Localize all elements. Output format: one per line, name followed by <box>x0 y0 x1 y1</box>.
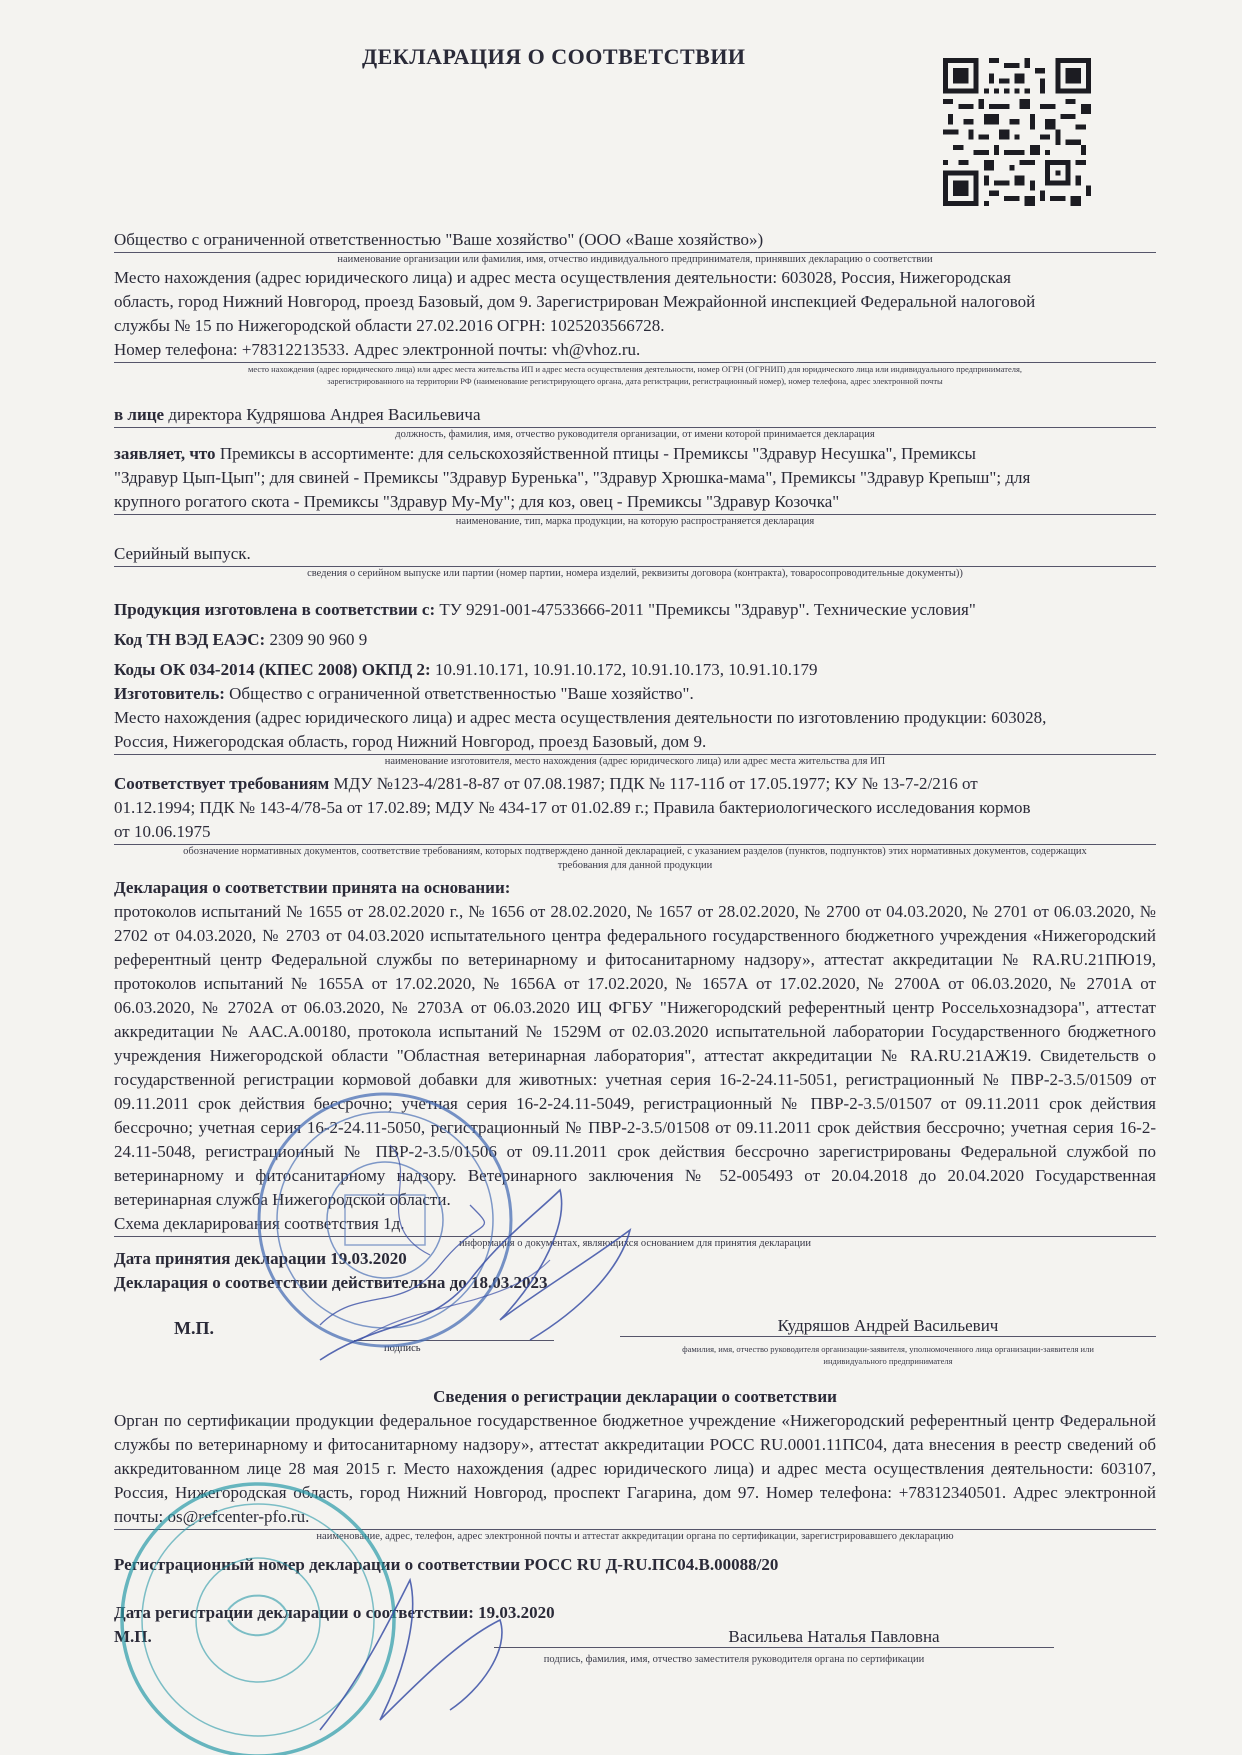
serial-caption: сведения о серийном выпуске или партии (номер партии, номера изделий, реквизиты договора (контракта), товаросопроводительные документы)) <box>307 568 963 579</box>
produced-label: Продукция изготовлена в соответствии с: <box>114 600 436 619</box>
requirements-line <box>114 772 1156 796</box>
representative-section <box>114 403 1156 441</box>
declares-section <box>114 442 1156 528</box>
basis-heading <box>114 876 1156 900</box>
registration-heading <box>114 1385 1156 1409</box>
tn-ved-value: 2309 90 960 9 <box>269 630 368 649</box>
serial-section <box>114 542 1156 580</box>
registration-number-label: Регистрационный номер декларации о соответствии <box>114 1555 521 1574</box>
applicant-mp: М.П. <box>174 1318 214 1338</box>
registration-text: Орган по сертификации продукции федеральное государственное бюджетное учреждение «Нижегородский референтный центр Федеральной службы по ветеринарному и фитосанитарному надзору», аттестат аккредитации РОСС RU.0001.11ПС04, дата внесения в реестр сведений об аккредитованном лице 28 мая 2015 г. Место нахождения (адрес юридического лица) и адрес места осуществления деятельности: 603107, Россия, Нижегородская область, город Нижний Новгород, проспект Гагарина, дом 97. Номер телефона: +78312340501. Адрес электронной почты: os@refcenter-pfo.ru. <box>114 1409 1156 1530</box>
registration-signer-name: Васильева Наталья Павловна <box>494 1627 1054 1648</box>
serial-text: Серийный выпуск. <box>114 542 1156 567</box>
declares-line <box>114 442 1156 466</box>
basis-caption: информация о документах, являющихся основанием для принятия декларации <box>458 1238 812 1249</box>
manufacturer-line <box>114 682 1156 706</box>
applicant-signature-icon <box>300 1170 660 1370</box>
basis-text: протоколов испытаний № 1655 от 28.02.2020 г., № 1656 от 28.02.2020, № 1657 от 28.02.2020, № 2700 от 04.03.2020, № 2701 от 06.03.2020, № 2702 от 04.03.2020, № 2703 от 04.03.2020 испытательного центра федерального государственного бюджетного учреждения «Нижегородский референтный центр Федеральной службы по ветеринарному и фитосанитарному надзору», аттестат аккредитации № RA.RU.21ПЮ19, протоколов испытаний № 1655А от 17.02.2020, № 1656А от 17.02.2020, № 1657А от 17.02.2020, № 2700А от 06.03.2020, № 2701А от 06.03.2020, № 2702А от 06.03.2020, № 2703А от 06.03.2020 ИЦ ФГБУ "Нижегородский референтный центр Россельхознадзора", аттестат аккредитации № ААС.А.00180, протокола испытаний № 1529М от 02.03.2020 испытательной лаборатории Государственного бюджетного учреждения Нижегородской области "Областная ветеринарная лаборатория", аттестат аккредитации № RA.RU.21АЖ19. Свидетельств о государственной регистрации кормовой добавки для животных: учетная серия 16-2-24.11-5051, регистрационный № ПВР-2-3.5/01509 от 09.11.2011 срок действия бессрочно; учетная серия 16-2-24.11-5049, регистрационный № ПВР-2-3.5/01507 от 09.11.2011 срок действия бессрочно; учетная серия 16-2-24.11-5050, регистрационный № ПВР-2-3.5/01508 от 09.11.2011 срок действия бессрочно; учетная серия 16-2-24.11-5048, регистрационный № ПВР-2-3.5/01506 от 09.11.2011 срок действия бессрочно зарегистрированы Федеральной службой по ветеринарному и фитосанитарному надзору. Ветеринарного заключения № 52-005493 от 20.04.2018 до 20.04.2020 Государственная ветеринарная служба Нижегородской области. <box>114 902 1156 1209</box>
okpd-block <box>114 658 1156 768</box>
manufacturer-label: Изготовитель: <box>114 684 225 703</box>
tn-ved-line <box>114 628 1156 652</box>
registrar-signature-icon <box>300 1560 560 1740</box>
applicant-address-caption: зарегистрированного на территории РФ (наименование регистрирующего органа, дата регистрации, регистрационный номер), номер телефона, адрес электронной почты <box>327 376 943 386</box>
registration-heading-text: Сведения о регистрации декларации о соответствии <box>433 1387 837 1406</box>
manufacturer-caption: наименование изготовителя, место нахождения (адрес юридического лица) или адрес места жительства для ИП <box>384 756 886 767</box>
registration-date-value: 19.03.2020 <box>478 1603 555 1622</box>
basis-heading-text: Декларация о соответствии принята на основании: <box>114 878 511 897</box>
representative-prefix: в лице <box>114 405 165 424</box>
produced-line <box>114 598 1156 622</box>
manufacturer-value: Общество с ограниченной ответственностью "Ваше хозяйство". <box>229 684 694 703</box>
representative-name: директора Кудряшова Андрея Васильевича <box>168 405 481 424</box>
manufacturer-address-line: Россия, Нижегородская область, город Нижний Новгород, проезд Базовый, дом 9. <box>114 730 1156 755</box>
okpd-label: Коды ОК 034-2014 (КПЕС 2008) ОКПД 2: <box>114 660 431 679</box>
document-title: ДЕКЛАРАЦИЯ О СООТВЕТСТВИИ <box>362 44 746 69</box>
applicant-contacts: Номер телефона: +78312213533. Адрес электронной почты: vh@vhoz.ru. <box>114 338 1156 363</box>
representative-line <box>114 403 1156 428</box>
produced-value: ТУ 9291-001-47533666-2011 "Премиксы "Здравур". Технические условия" <box>439 600 976 619</box>
applicant-signer-name: Кудряшов Андрей Васильевич <box>620 1316 1156 1337</box>
applicant-section <box>114 228 1156 387</box>
manufacturer-address-line: Место нахождения (адрес юридического лица) и адрес места осуществления деятельности по изготовлению продукции: 603028, <box>114 708 1047 727</box>
registration-number-value: РОСС RU Д-RU.ПС04.В.00088/20 <box>524 1555 779 1574</box>
registration-caption: наименование, адрес, телефон, адрес электронной почты и аттестат аккредитации органа по сертификации, зарегистрировавшего декларацию <box>316 1531 954 1542</box>
registration-signer-caption: подпись, фамилия, имя, отчество заместителя руководителя органа по сертификации <box>543 1654 925 1665</box>
valid-value: 18.03.2023 <box>471 1273 548 1292</box>
requirements-line: от 10.06.1975 <box>114 820 1156 845</box>
declares-line: "Здравур Цып-Цып"; для свиней - Премиксы "Здравур Буренька", "Здравур Хрюшка-мама", Премиксы "Здравур Крепыш"; для <box>114 468 1031 487</box>
registration-mp: М.П. <box>114 1627 152 1646</box>
applicant-signature-caption: подпись <box>384 1343 421 1354</box>
requirements-section <box>114 772 1156 873</box>
declares-line: крупного рогатого скота - Премиксы "Здравур Му-Му"; для коз, овец - Премиксы "Здравур Козочка" <box>114 490 1156 515</box>
qr-code-icon <box>943 58 1091 206</box>
declares-text: Премиксы в ассортименте: для сельскохозяйственной птицы - Премиксы "Здравур Несушка", Премиксы <box>219 444 976 463</box>
applicant-address-line: Место нахождения (адрес юридического лица) и адрес места осуществления деятельности: 603028, Россия, Нижегородская <box>114 268 1011 287</box>
codes-section <box>114 598 1156 622</box>
applicant-signer-caption: фамилия, имя, отчество руководителя организации-заявителя, уполномоченного лица организации-заявителя или <box>682 1344 1094 1354</box>
requirements-text: МДУ №123-4/281-8-87 от 07.08.1987; ПДК № 117-11б от 17.05.1977; КУ № 13-7-2/216 от <box>333 774 978 793</box>
okpd-value: 10.91.10.171, 10.91.10.172, 10.91.10.173, 10.91.10.179 <box>434 660 818 679</box>
applicant-address-line: область, город Нижний Новгород, проезд Базовый, дом 9. Зарегистрирован Межрайонной инспекцией Федеральной налоговой <box>114 292 1036 311</box>
applicant-signer-caption: индивидуального предпринимателя <box>823 1356 953 1366</box>
registration-date-label: Дата регистрации декларации о соответствии: <box>114 1603 474 1622</box>
declares-prefix: заявляет, что <box>114 444 216 463</box>
basis-scheme: Схема декларирования соответствия 1д. <box>114 1212 1156 1237</box>
requirements-line: 01.12.1994; ПДК № 143-4/78-5а от 17.02.89; МДУ № 434-17 от 01.02.89 г.; Правила бактериологического исследования кормов <box>114 798 1031 817</box>
requirements-caption: обозначение нормативных документов, соответствие требованиям, которых подтверждено данной декларацией, с указанием разделов (пунктов, подпунктов) этих нормативных документов, содержащих требования для данной продукции <box>183 846 1087 871</box>
tn-ved-block <box>114 628 1156 652</box>
representative-caption: должность, фамилия, имя, отчество руководителя организации, от имени которой принимается декларация <box>395 429 875 440</box>
requirements-label: Соответствует требованиям <box>114 774 330 793</box>
okpd-line <box>114 658 1156 682</box>
applicant-name-caption: наименование организации или фамилия, имя, отчество индивидуального предпринимателя, принявших декларацию о соответствии <box>337 254 933 265</box>
tn-ved-label: Код ТН ВЭД ЕАЭС: <box>114 630 266 649</box>
applicant-address-caption: место нахождения (адрес юридического лица) или адрес места жительства ИП и адрес места осуществления деятельности, номер ОГРН (ОГРНИП) для юридического лица или индивидуального предпринимателя, <box>247 364 1023 374</box>
accepted-value: 19.03.2020 <box>330 1249 407 1268</box>
applicant-name: Общество с ограниченной ответственностью "Ваше хозяйство" (ООО «Ваше хозяйство») <box>114 228 1156 253</box>
valid-label: Декларация о соответствии действительна до <box>114 1273 467 1292</box>
accepted-label: Дата принятия декларации <box>114 1249 327 1268</box>
applicant-address-line: службы № 15 по Нижегородской области 27.02.2016 ОГРН: 1025203566728. <box>114 316 665 335</box>
declares-caption: наименование, тип, марка продукции, на которую распространяется декларация <box>455 516 815 527</box>
